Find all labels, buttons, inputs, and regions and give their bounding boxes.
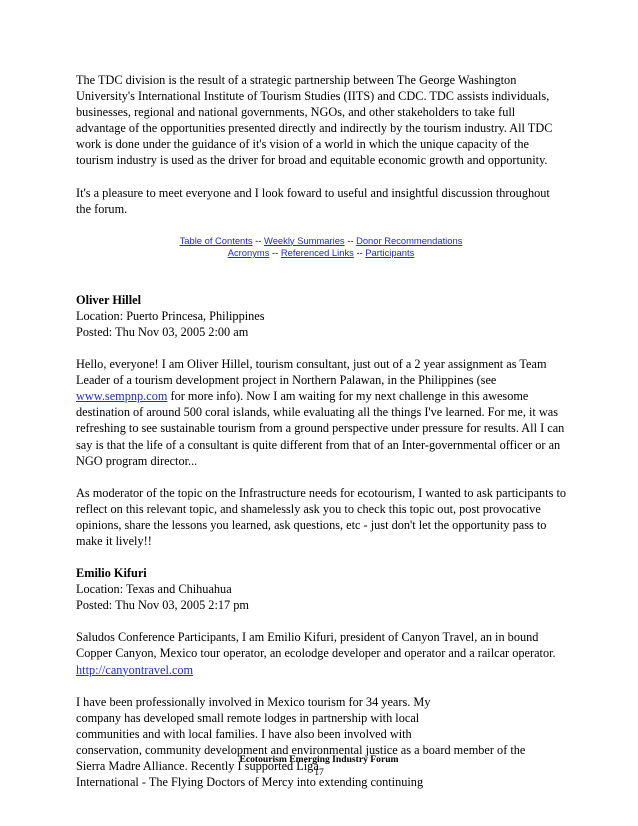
post-timestamp: Posted: Thu Nov 03, 2005 2:00 am — [76, 324, 249, 339]
nav-link-table-of-contents[interactable]: Table of Contents — [179, 234, 253, 246]
post-body-line: communities and with local families. I have also been involved with — [76, 726, 412, 741]
post-text: for more info). Now I am waiting for my next challenge in this awesome destination of around 500 coral islands, while evaluating all the things I've learned. For me, it was refreshing to see sustainable tourism from a ground perspective under pressure for results. All I can say is that the life of a consultant is quite different from that of an Inter-governmental officer or an NGO program director... — [76, 389, 565, 468]
forum-navigation — [76, 235, 566, 260]
intro-paragraph: The TDC division is the result of a strategic partnership between The George Washington University's International Institute of Tourism Studies (IITS) and CDC. TDC assists individuals, businesses, regional and national governments, NGOs, and other stakeholders to take full advantage of the opportunities presented directly and indirectly by the tourism industry. All TDC work is done under the guidance of it's vision of a world in which the unique capacity of the tourism industry is used as the driver for broad and equitable economic growth and opportunity. — [76, 73, 553, 168]
nav-separator: -- — [347, 234, 354, 246]
nav-row — [76, 235, 566, 248]
post-location: Location: Puerto Princesa, Philippines — [76, 308, 265, 323]
post-body-paragraph: Saludos Conference Participants, I am Emilio Kifuri, president of Canyon Travel, an in bound Copper Canyon, Mexico tour operator, an ecolodge developer and operator and a railcar operator. — [76, 630, 556, 661]
post-body-line: I have been professionally involved in Mexico tourism for 34 years. My — [76, 694, 431, 709]
nav-separator: -- — [255, 234, 262, 246]
post-location: Location: Texas and Chihuahua — [76, 582, 232, 597]
post-body-paragraph — [76, 662, 566, 678]
page-number: 17 — [314, 766, 324, 778]
forum-post — [76, 292, 566, 549]
nav-link-weekly-summaries[interactable]: Weekly Summaries — [264, 234, 345, 246]
post-timestamp: Posted: Thu Nov 03, 2005 2:17 pm — [76, 598, 249, 613]
post-body-paragraph: As moderator of the topic on the Infrastructure needs for ecotourism, I wanted to ask participants to reflect on this relevant topic, and shamelessly ask you to check this topic out, post provocative opinions, share the lessons you learned, ask questions, etc - just don't let the opportunity pass to make it lively!! — [76, 485, 567, 548]
website-link[interactable]: http://canyontravel.com — [76, 662, 194, 677]
nav-link-acronyms[interactable]: Acronyms — [227, 247, 270, 259]
post-author: Oliver Hillel — [76, 292, 142, 307]
post-body-paragraph — [76, 356, 566, 469]
nav-separator: -- — [356, 247, 363, 259]
post-body-line: Sierra Madre Alliance. Recently I supported Liga — [76, 759, 319, 773]
document-page — [76, 72, 566, 790]
nav-link-donor-recommendations[interactable]: Donor Recommendations — [356, 234, 463, 246]
nav-link-participants[interactable]: Participants — [365, 247, 415, 259]
post-body-line: conservation, community development and environmental justice as a board member of the — [76, 742, 526, 757]
page-footer — [0, 754, 638, 779]
nav-link-referenced-links[interactable]: Referenced Links — [280, 247, 354, 259]
post-body-line: company has developed small remote lodges in partnership with local — [76, 710, 420, 725]
nav-row — [76, 247, 566, 260]
nav-separator: -- — [272, 247, 279, 259]
footer-title: Ecotourism Emerging Industry Forum — [239, 754, 399, 765]
post-text: Hello, everyone! I am Oliver Hillel, tourism consultant, just out of a 2 year assignment as Team Leader of a tourism development project in Northern Palawan, in the Philippines (see — [76, 357, 547, 388]
intro-paragraph: It's a pleasure to meet everyone and I look foward to useful and insightful discussion throughout the forum. — [76, 185, 550, 216]
post-body-line: International - The Flying Doctors of Mercy into extending continuing — [76, 775, 424, 790]
website-link[interactable]: www.sempnp.com — [76, 389, 168, 404]
post-author: Emilio Kifuri — [76, 566, 147, 581]
